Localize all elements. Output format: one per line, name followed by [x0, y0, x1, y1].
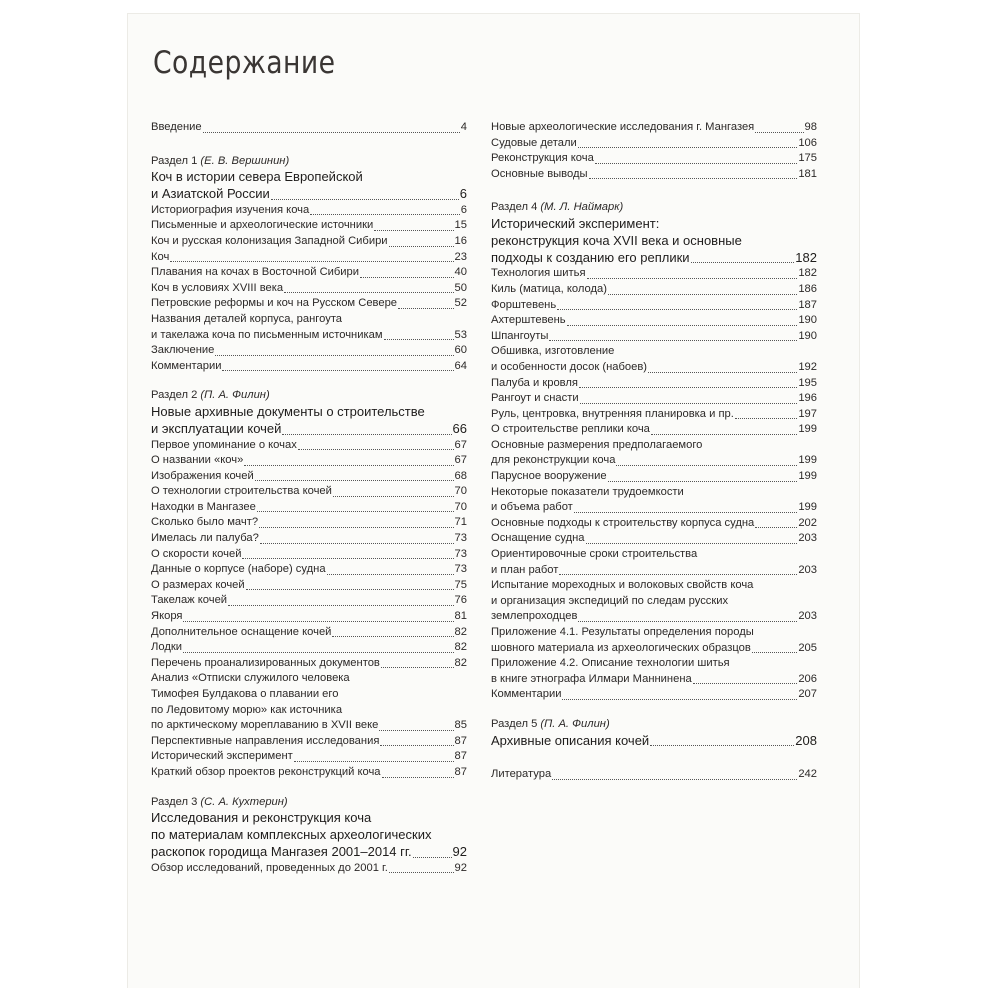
section-heading-entry[interactable]: раскопок городища Мангазея 2001–2014 гг. 92: [151, 843, 467, 859]
toc-entry-multiline: Некоторые показатели трудоемкости: [491, 485, 684, 498]
toc-entry[interactable]: и особенности досок (набоев) 192: [491, 360, 817, 373]
toc-entry[interactable]: Якоря 81: [151, 610, 467, 623]
toc-entry-multiline: по Ледовитому морю» как источника: [151, 703, 343, 716]
section-heading-entry[interactable]: подходы к созданию его реплики 182: [491, 249, 817, 265]
toc-entry[interactable]: Шпангоуты 190: [491, 329, 817, 342]
toc-entry[interactable]: Палуба и кровля 195: [491, 376, 817, 389]
toc-entry[interactable]: Краткий обзор проектов реконструкций коча 87: [151, 765, 467, 778]
toc-entry[interactable]: Технология шитья 182: [491, 267, 817, 280]
toc-entry[interactable]: Перспективные направления исследования 87: [151, 734, 467, 747]
section-heading: реконструкция коча XVII века и основные: [491, 232, 742, 248]
section-label: Раздел 4 (М. Л. Наймарк): [491, 201, 624, 214]
toc-entry[interactable]: Комментарии 207: [491, 688, 817, 701]
toc-entry[interactable]: шовного материала из археологических образцов 205: [491, 641, 817, 654]
toc-entry[interactable]: Заключение 60: [151, 344, 467, 357]
section-heading-entry[interactable]: и эксплуатации кочей 66: [151, 420, 467, 436]
toc-entry[interactable]: Парусное вооружение 199: [491, 470, 817, 483]
toc-entry[interactable]: и объема работ 199: [491, 501, 817, 514]
toc-entry[interactable]: Петровские реформы и коч на Русском Севере 52: [151, 297, 467, 310]
toc-entry[interactable]: Перечень проанализированных документов 82: [151, 656, 467, 669]
toc-entry[interactable]: землепроходцев 203: [491, 610, 817, 623]
toc-entry[interactable]: Оснащение судна 203: [491, 532, 817, 545]
toc-entry[interactable]: Коч в условиях XVIII века 50: [151, 281, 467, 294]
section-heading: Коч в истории севера Европейской: [151, 169, 363, 185]
toc-entry[interactable]: О строительстве реплики коча 199: [491, 423, 817, 436]
toc-entry-multiline: Ориентировочные сроки строительства: [491, 548, 698, 561]
section-label: Раздел 2 (П. А. Филин): [151, 389, 270, 402]
toc-entry[interactable]: О названии «коч» 67: [151, 454, 467, 467]
toc-entry[interactable]: Основные выводы 181: [491, 167, 817, 180]
toc-entry[interactable]: Находки в Мангазее 70: [151, 500, 467, 513]
toc-left-column: [151, 120, 467, 876]
toc-entry[interactable]: Исторический эксперимент 87: [151, 750, 467, 763]
toc-entry[interactable]: Коч 23: [151, 250, 467, 263]
toc-entry[interactable]: Киль (матица, колода) 186: [491, 282, 817, 295]
toc-entry[interactable]: Историография изучения коча 6: [151, 203, 467, 216]
section-label: Раздел 5 (П. А. Филин): [491, 717, 610, 730]
section-heading: Новые архивные документы о строительстве: [151, 403, 425, 419]
toc-entry[interactable]: Основные подходы к строительству корпуса судна 202: [491, 516, 817, 529]
section-heading: по материалам комплексных археологических: [151, 826, 432, 842]
toc-entry[interactable]: Коч и русская колонизация Западной Сибири 16: [151, 234, 467, 247]
toc-entry-multiline: Основные размерения предполагаемого: [491, 438, 703, 451]
toc-entry[interactable]: Письменные и археологические источники 15: [151, 219, 467, 232]
toc-entry[interactable]: О размерах кочей 75: [151, 578, 467, 591]
toc-entry[interactable]: Обзор исследований, проведенных до 2001 г. 92: [151, 861, 467, 874]
toc-entry[interactable]: Лодки 82: [151, 641, 467, 654]
toc-entry[interactable]: Руль, центровка, внутренняя планировка и пр. 197: [491, 407, 817, 420]
toc-entry[interactable]: Изображения кочей 68: [151, 469, 467, 482]
toc-entry[interactable]: и план работ 203: [491, 563, 817, 576]
toc-entry[interactable]: Данные о корпусе (наборе) судна 73: [151, 563, 467, 576]
section-heading: Исследования и реконструкция коча: [151, 810, 372, 826]
toc-entry[interactable]: Ахтерштевень 190: [491, 314, 817, 327]
toc-entry-multiline: Обшивка, изготовление: [491, 345, 615, 358]
toc-entry[interactable]: по арктическому мореплаванию в XVII веке 85: [151, 719, 467, 732]
toc-entry-multiline: Анализ «Отписки служилого человека: [151, 672, 350, 685]
section-label: Раздел 1 (Е. В. Вершинин): [151, 154, 290, 167]
toc-entry[interactable]: Плавания на кочах в Восточной Сибири 40: [151, 266, 467, 279]
toc-entry[interactable]: Сколько было мачт? 71: [151, 516, 467, 529]
toc-entry[interactable]: Такелаж кочей 76: [151, 594, 467, 607]
toc-entry-multiline: и организация экспедиций по следам русских: [491, 594, 729, 607]
toc-entry[interactable]: Введение 4: [151, 121, 467, 133]
section-label: Раздел 3 (С. А. Кухтерин): [151, 795, 288, 808]
toc-entry-multiline: Испытание мореходных и волоковых свойств коча: [491, 579, 754, 592]
toc-entry[interactable]: О скорости кочей 73: [151, 547, 467, 560]
toc-entry-multiline: Названия деталей корпуса, рангоута: [151, 312, 343, 325]
toc-entry-multiline: Тимофея Булдакова о плавании его: [151, 688, 339, 700]
toc-entry[interactable]: О технологии строительства кочей 70: [151, 485, 467, 498]
toc-entry-literature[interactable]: Литература 242: [491, 768, 817, 781]
section-heading-entry[interactable]: и Азиатской России 6: [151, 185, 467, 201]
toc-entry[interactable]: Форштевень 187: [491, 298, 817, 311]
toc-entry[interactable]: Комментарии 64: [151, 359, 467, 372]
toc-entry[interactable]: Имелась ли палуба? 73: [151, 532, 467, 545]
toc-entry[interactable]: Дополнительное оснащение кочей 82: [151, 625, 467, 638]
toc-entry[interactable]: Реконструкция коча 175: [491, 152, 817, 165]
toc-right-column: [491, 120, 817, 783]
toc-entry[interactable]: Новые археологические исследования г. Мангазея 98: [491, 121, 817, 133]
toc-entry[interactable]: Рангоут и снасти 196: [491, 392, 817, 405]
toc-entry[interactable]: и такелажа коча по письменным источникам 53: [151, 328, 467, 341]
toc-entry-multiline: Приложение 4.2. Описание технологии шитья: [491, 657, 730, 670]
page-title: Содержание: [153, 45, 336, 81]
toc-entry[interactable]: в книге этнографа Илмари Маннинена 206: [491, 672, 817, 685]
toc-entry-multiline: Приложение 4.1. Результаты определения породы: [491, 626, 754, 639]
toc-entry[interactable]: Судовые детали 106: [491, 136, 817, 149]
section-heading: Исторический эксперимент:: [491, 215, 660, 231]
toc-entry[interactable]: для реконструкции коча 199: [491, 454, 817, 467]
toc-entry[interactable]: Первое упоминание о кочах 67: [151, 438, 467, 451]
section-heading-entry[interactable]: Архивные описания кочей 208: [491, 732, 817, 748]
